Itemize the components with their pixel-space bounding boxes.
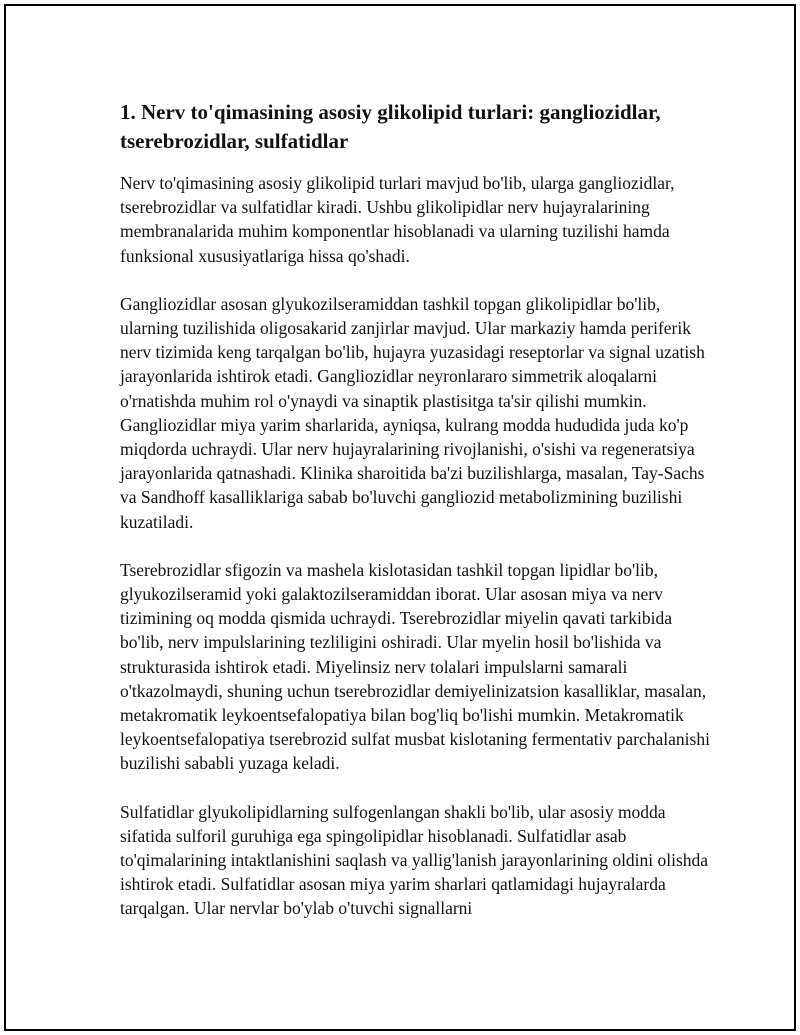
document-title: 1. Nerv to'qimasining asosiy glikolipid turlari: gangliozidlar, tserebrozidlar, sulfatidlar xyxy=(120,100,661,153)
paragraph-sulfatides: Sulfatidlar glyukolipidlarning sulfogenlangan shakli bo'lib, ular asosiy modda sifatida sulforil guruhiga ega spingolipidlar hisoblanadi. Sulfatidlar asab to'qimalarining intaktlanishini saqlash va yallig'lanish jarayonlarining oldini olishda ishtirok etadi. Sulfatidlar asosan miya yarim sharlari qatlamidagi hujayralarda tarqalgan. Ular nervlar bo'ylab o'tuvchi signallarni xyxy=(120,801,709,919)
page-frame xyxy=(4,4,796,1031)
paragraph-intro: Nerv to'qimasining asosiy glikolipid turlari mavjud bo'lib, ularga gangliozidlar, tserebrozidlar va sulfatidlar kiradi. Ushbu glikolipidlar nerv hujayralarining membranalarida muhim komponentlar hisoblanadi va ularning tuzilishi hamda funksional xususiyatlariga hissa qo'shadi. xyxy=(120,173,675,266)
paragraph-gangliosides: Gangliozidlar asosan glyukozilseramiddan tashkil topgan glikolipidlar bo'lib, ularning tuzilishida oligosakarid zanjirlar mavjud. Ular markaziy hamda periferik nerv tizimida keng tarqalgan bo'lib, hujayra yuzasidagi reseptorlar va signal uzatish jarayonlarida ishtirok etadi. Gangliozidlar neyronlararo simmetrik aloqalarni o'rnatishda muhim rol o'ynaydi va sinaptik plastisitga ta'sir qilishi mumkin. Gangliozidlar miya yarim sharlarida, ayniqsa, kulrang modda hududida juda ko'p miqdorda uchraydi. Ular nerv hujayralarining rivojlanishi, o'sishi va regeneratsiya jarayonlarida qatnashadi. Klinika sharoitida ba'zi buzilishlarga, masalan, Tay-Sachs va Sandhoff kasalliklariga sabab bo'luvchi gangliozid metabolizmining buzilishi kuzatiladi. xyxy=(120,293,705,532)
document-body xyxy=(120,98,710,945)
paragraph-cerebrosides: Tserebrozidlar sfigozin va mashela kislotasidan tashkil topgan lipidlar bo'lib, glyukozilseramid yoki galaktozilseramiddan iborat. Ular asosan miya va nerv tizimining oq modda qismida uchraydi. Tserebrozidlar miyelin qavati tarkibida bo'lib, nerv impulslarining tezliligini oshiradi. Ular myelin hosil bo'lishida va strukturasida ishtirok etadi. Miyelinsiz nerv tolalari impulslarni samarali o'tkazolmaydi, shuning uchun tserebrozidlar demiyelinizatsion kasalliklar, masalan, metakromatik leykoentsefalopatiya bilan bog'liq bo'lishi mumkin. Metakromatik leykoentsefalopatiya tserebrozid sulfat musbat kislotaning fermentativ parchalanishi buzilishi sababli yuzaga keladi. xyxy=(120,559,710,774)
